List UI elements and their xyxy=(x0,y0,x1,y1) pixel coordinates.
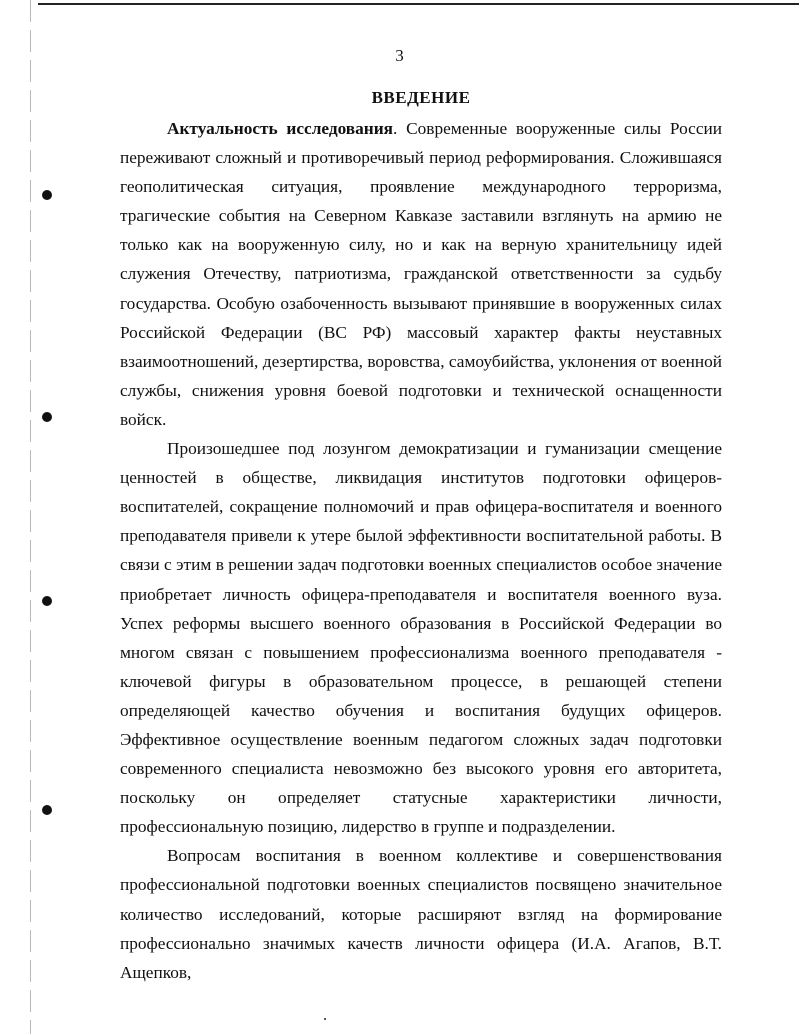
punch-hole-mark xyxy=(42,412,52,422)
top-rule xyxy=(38,3,799,5)
section-heading: ВВЕДЕНИЕ xyxy=(371,88,471,107)
paragraph-values-shift: Произошедшее под лозунгом демократизации и гуманизации смещение ценностей в обществе, ликвидация институтов подготовки офицеров-воспитателей, сокращение полномочий и прав офицера-воспитателя и военного преподавателя привели к утере былой эффективности воспитательной работы. В связи с этим в решении задач подготовки военных специалистов особое значение приобретает личность офицера-преподавателя и воспитателя военного вуза. Успех реформы высшего военного образования в Российской Федерации во многом связан с повышением профессионализма военного преподавателя - ключевой фигуры в образовательном процессе, в решающей степени определяющей качество обучения и воспитания будущих офицеров. Эффективное осуществление военным педагогом сложных задач подготовки современного специалиста невозможно без высокого уровня его авторитета, поскольку он определяет статусные характеристики личности, профессиональную позицию, лидерство в группе и подразделении. xyxy=(120,439,722,837)
punch-hole-mark xyxy=(42,596,52,606)
paragraph-text: . Современные вооруженные силы России переживают сложный и противоречивый период реформирования. Сложившаяся геополитическая ситуация, проявление международного терроризма, трагические события на Северном Кавказе заставили взглянуть на армию не только как на вооруженную силу, но и как на верную хранительницу идей служения Отечеству, патриотизма, гражданской ответственности за судьбу государства. Особую озабоченность вызывают принявшие в вооруженных силах Российской Федерации (ВС РФ) массовый характер факты неуставных взаимоотношений, дезертирства, воровства, самоубийства, уклонения от военной службы, снижения уровня боевой подготовки и технической оснащенности войск. xyxy=(120,119,723,429)
paragraph-relevance xyxy=(120,114,722,434)
body-text xyxy=(120,114,722,987)
scan-speck xyxy=(324,1018,326,1020)
page-number: 3 xyxy=(395,46,404,65)
punch-hole-mark xyxy=(42,805,52,815)
paragraph-research-review: Вопросам воспитания в военном коллективе и совершенствования профессиональной подготовки военных специалистов посвящено значительное количество исследований, которые расширяют взгляд на формирование профессионально значимых качеств личности офицера (И.А. Агапов, В.Т. Ащепков, xyxy=(120,846,722,982)
paragraph-lead: Актуальность исследования xyxy=(167,119,394,138)
punch-hole-mark xyxy=(42,190,52,200)
binding-margin-line xyxy=(30,0,31,1034)
